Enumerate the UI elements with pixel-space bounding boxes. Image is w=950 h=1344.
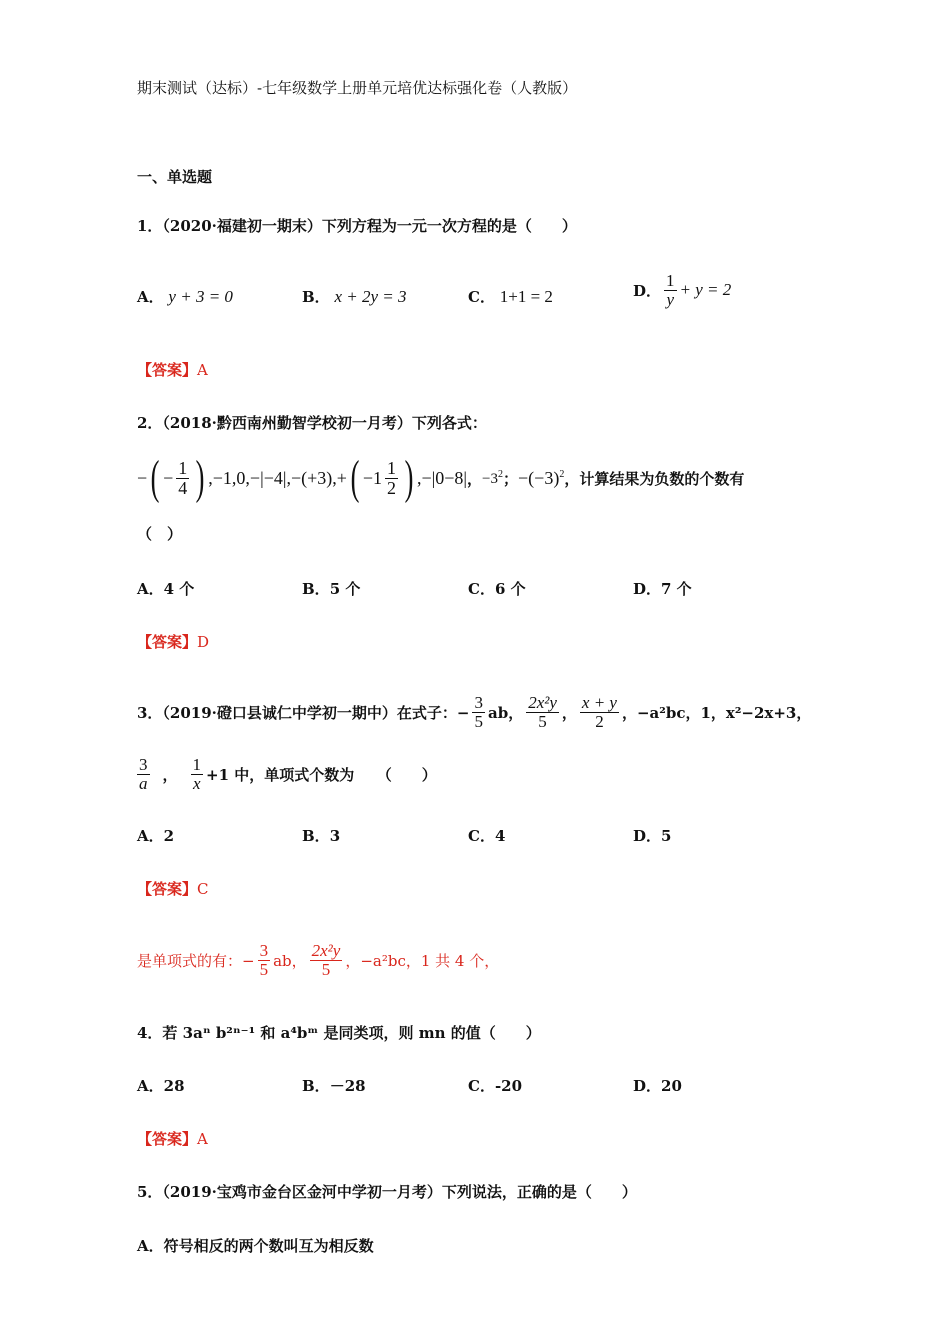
option-text: 2 <box>163 827 175 845</box>
option-expression: + y = 2 <box>679 280 732 300</box>
separator: ； <box>503 469 519 488</box>
separator: ， <box>561 703 577 722</box>
answer-value: A <box>197 1130 208 1148</box>
numerator: 1 <box>192 754 202 774</box>
option-expression: 1+1 = 2 <box>499 287 553 306</box>
numerator: 1 <box>178 457 188 478</box>
denominator: 2 <box>595 711 604 731</box>
option-text: 5 个 <box>329 580 361 598</box>
explanation-text: 是单项式的有：− <box>137 951 255 970</box>
option-label: C． <box>468 580 495 598</box>
q4-option-d <box>633 1075 682 1096</box>
denominator: x <box>192 773 201 793</box>
fraction <box>472 694 485 731</box>
option-label: C． <box>468 288 495 306</box>
answer-tag: 【答案】 <box>137 633 198 651</box>
option-label: A． <box>137 827 164 845</box>
answer-value: D <box>197 633 210 651</box>
expression-segment: ,−|0−8| <box>417 467 468 488</box>
section-title: 一、单选题 <box>137 168 213 186</box>
denominator: 5 <box>538 711 547 731</box>
numerator: 3 <box>259 940 269 960</box>
option-label: B． <box>302 288 330 306</box>
q2-answer <box>137 631 209 652</box>
option-label: A． <box>137 288 164 306</box>
q1-option-d <box>633 272 731 309</box>
denominator: 4 <box>178 477 188 498</box>
option-text: 7 个 <box>661 580 692 598</box>
minus-sign: − <box>163 467 174 488</box>
option-label: A． <box>137 580 164 598</box>
option-label: B． <box>302 580 330 598</box>
fraction <box>258 942 271 979</box>
expression-term <box>518 468 564 489</box>
option-label: B． <box>302 827 330 845</box>
option-text: 6 个 <box>494 580 526 598</box>
q4-option-b <box>302 1075 366 1096</box>
q2-option-c <box>468 578 526 599</box>
q1-answer <box>137 359 208 380</box>
numerator: 2x²y <box>311 940 341 960</box>
q2-option-a <box>137 578 194 599</box>
left-paren: ( <box>350 451 360 504</box>
denominator: a <box>139 773 148 793</box>
q5-option-a: A．符号相反的两个数叫互为相反数 <box>137 1237 374 1255</box>
explanation-text: ，−a²bc，1 共 4 个， <box>345 951 500 970</box>
q4-option-a <box>137 1075 185 1096</box>
q2-option-b <box>302 578 360 599</box>
q1-option-c <box>468 286 553 307</box>
mixed-number-whole: −1 <box>362 467 383 488</box>
q3-option-a <box>137 825 174 846</box>
q3-stem-line1 <box>137 688 811 736</box>
option-text: 4 个 <box>163 580 195 598</box>
q3-option-c <box>468 825 505 846</box>
option-expression: x + 2y = 3 <box>334 287 407 306</box>
q2-expression-line <box>137 452 744 504</box>
q3-stem-line2 <box>137 750 437 798</box>
q3-stem: 3．（2019·磴口县诚仁中学初一期中）在式子：− <box>137 703 470 722</box>
q5-stem: 5．（2019·宝鸡市金台区金河中学初一月考）下列说法，正确的是（ ） <box>137 1183 637 1201</box>
fraction <box>664 272 677 309</box>
q3-explanation <box>137 936 499 984</box>
q1-stem: 1．（2020·福建初一期末）下列方程为一元一次方程的是（ ） <box>137 217 577 235</box>
option-text: 28 <box>163 1077 185 1095</box>
option-expression: y + 3 = 0 <box>168 287 233 306</box>
q1-option-a <box>137 286 233 307</box>
option-label: A． <box>137 1077 164 1095</box>
exponent: 2 <box>559 468 565 480</box>
q2-stem: 2．（2018·黔西南州勤智学校初一月考）下列各式： <box>137 414 487 432</box>
q4-answer <box>137 1128 208 1149</box>
left-paren: ( <box>150 451 160 504</box>
right-paren: ) <box>404 451 414 504</box>
option-text: -20 <box>494 1077 523 1095</box>
numerator: 1 <box>387 457 397 478</box>
numerator: 1 <box>666 271 675 290</box>
fraction <box>310 942 343 979</box>
fraction <box>137 756 150 793</box>
expression-segment: +1 中，单项式个数为 （ ） <box>206 765 437 784</box>
answer-value: A <box>197 361 208 379</box>
exponent: 2 <box>498 468 504 480</box>
denominator: y <box>666 289 675 309</box>
option-label: D． <box>633 580 662 598</box>
numerator: 3 <box>474 692 483 712</box>
fraction <box>580 694 619 731</box>
answer-tag: 【答案】 <box>137 880 198 898</box>
q2-option-d <box>633 578 692 599</box>
option-text: －28 <box>329 1077 366 1095</box>
right-paren: ) <box>195 451 205 504</box>
expression-segment: ab， <box>487 703 524 722</box>
q3-option-d <box>633 825 671 846</box>
denominator: 5 <box>259 959 269 979</box>
option-label: D． <box>633 1077 662 1095</box>
q3-option-b <box>302 825 340 846</box>
document-header: 期末测试（达标）-七年级数学上册单元培优达标强化卷（人教版） <box>137 79 578 97</box>
q2-paren: （ ） <box>137 525 183 543</box>
option-label: D． <box>633 281 662 300</box>
expression-term <box>482 469 503 488</box>
q1-option-b <box>302 286 407 307</box>
q3-answer <box>137 878 209 899</box>
fraction <box>385 459 398 498</box>
option-label: C． <box>468 1077 495 1095</box>
denominator: 5 <box>321 959 331 979</box>
fraction <box>526 694 559 731</box>
fraction <box>176 459 189 498</box>
answer-tag: 【答案】 <box>137 1130 198 1148</box>
term-base: −3 <box>482 470 499 487</box>
q4-option-c <box>468 1075 522 1096</box>
option-text: 20 <box>661 1077 682 1095</box>
minus-sign: − <box>137 467 148 488</box>
expression-segment: ，−a²bc，1，x²−2x+3， <box>621 703 812 722</box>
option-text: 3 <box>329 827 341 845</box>
explanation-text: ab， <box>273 951 307 970</box>
expression-segment: ,−1,0,−|−4|,−(+3),+ <box>208 467 347 488</box>
option-label: B． <box>302 1077 330 1095</box>
answer-value: C <box>197 880 209 898</box>
option-text: 4 <box>494 827 506 845</box>
q2-stem-tail: ，计算结果为负数的个数有 <box>564 469 745 488</box>
numerator: x + y <box>581 692 617 712</box>
numerator: 2x²y <box>528 692 557 712</box>
separator: ， <box>467 469 483 488</box>
denominator: 2 <box>387 477 397 498</box>
term-base: −(−3) <box>518 467 560 488</box>
answer-tag: 【答案】 <box>137 361 198 379</box>
option-text: 5 <box>661 827 672 845</box>
q4-stem: 4．若 3aⁿ b²ⁿ⁻¹ 和 a⁴bᵐ 是同类项，则 mn 的值（ ） <box>137 1024 541 1042</box>
option-label: C． <box>468 827 495 845</box>
numerator: 3 <box>139 754 148 774</box>
option-label: D． <box>633 827 662 845</box>
separator: ， <box>162 765 178 784</box>
fraction <box>191 756 204 793</box>
denominator: 5 <box>474 711 483 731</box>
